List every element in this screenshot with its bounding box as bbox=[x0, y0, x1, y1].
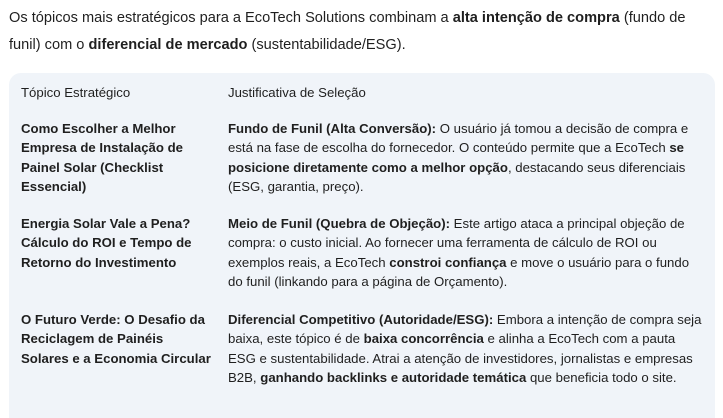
intro-text-2: (fundo de funil) com o bbox=[9, 10, 686, 53]
row-3-bold-lead: Diferencial Competitivo (Autoridade/ESG): bbox=[228, 312, 494, 327]
row-3-text-c: que beneficia todo o site. bbox=[526, 369, 677, 385]
intro-bold-2: diferencial de mercado bbox=[88, 37, 248, 53]
intro-text-3: (sustentabilidade/ESG). bbox=[247, 37, 406, 53]
row-3-text-a: Embora a intenção de compra seja baixa, este tópico é de bbox=[228, 312, 702, 347]
row-2-bold-lead: Meio de Funil (Quebra de Objeção): bbox=[228, 216, 451, 231]
row-3-bold-end: ganhando backlinks e autoridade temática bbox=[260, 369, 527, 385]
table-row-2-topic: Energia Solar Vale a Pena? Cálculo do ROI e Tempo de Retorno do Investimento bbox=[21, 216, 192, 270]
table-row-1-justification bbox=[228, 119, 703, 196]
intro-bold-1: alta intenção de compra bbox=[452, 10, 620, 26]
table-row-3-topic: O Futuro Verde: O Desafio da Reciclagem de Painéis Solares e a Economia Circular bbox=[21, 312, 211, 366]
row-1-text-a: O usuário já tomou a decisão de compra e está na fase de escolha do fornecedor. O conteúdo permite que a EcoTech bbox=[228, 121, 689, 156]
row-1-bold-lead: Fundo de Funil (Alta Conversão): bbox=[228, 121, 437, 136]
intro-text-1: Os tópicos mais estratégicos para a EcoTech Solutions combinam a bbox=[9, 10, 453, 26]
row-3-text-b: e alinha a EcoTech com a pauta ESG e sustentabilidade. Atrai a atenção de investidores, jornalistas e empresas B2B, bbox=[228, 331, 693, 385]
column-header-topic: Tópico Estratégico bbox=[21, 85, 131, 100]
table-row-1-topic: Como Escolher a Melhor Empresa de Instalação de Painel Solar (Checklist Essencial) bbox=[21, 121, 183, 194]
row-3-bold-mid: baixa concorrência bbox=[363, 331, 484, 347]
row-2-text-a: Este artigo ataca a principal objeção de compra: o custo inicial. Ao fornecer uma ferramenta de cálculo de ROI ou exemplos reais, a EcoTech bbox=[228, 216, 685, 270]
table-row-2-justification bbox=[228, 214, 703, 291]
row-1-bold-mid: se posicione diretamente como a melhor opção bbox=[228, 140, 685, 175]
row-2-bold-mid: constroi confiança bbox=[389, 254, 507, 270]
table-row-3-justification bbox=[228, 310, 703, 387]
row-2-text-b: e move o usuário para o fundo do funil (linkando para a página de Orçamento). bbox=[228, 254, 690, 289]
row-1-text-b: , destacando seus diferenciais (ESG, garantia, preço). bbox=[228, 159, 686, 194]
strategic-topics-table bbox=[9, 73, 715, 418]
column-header-justification: Justificativa de Seleção bbox=[228, 85, 366, 100]
intro-paragraph bbox=[9, 5, 714, 59]
